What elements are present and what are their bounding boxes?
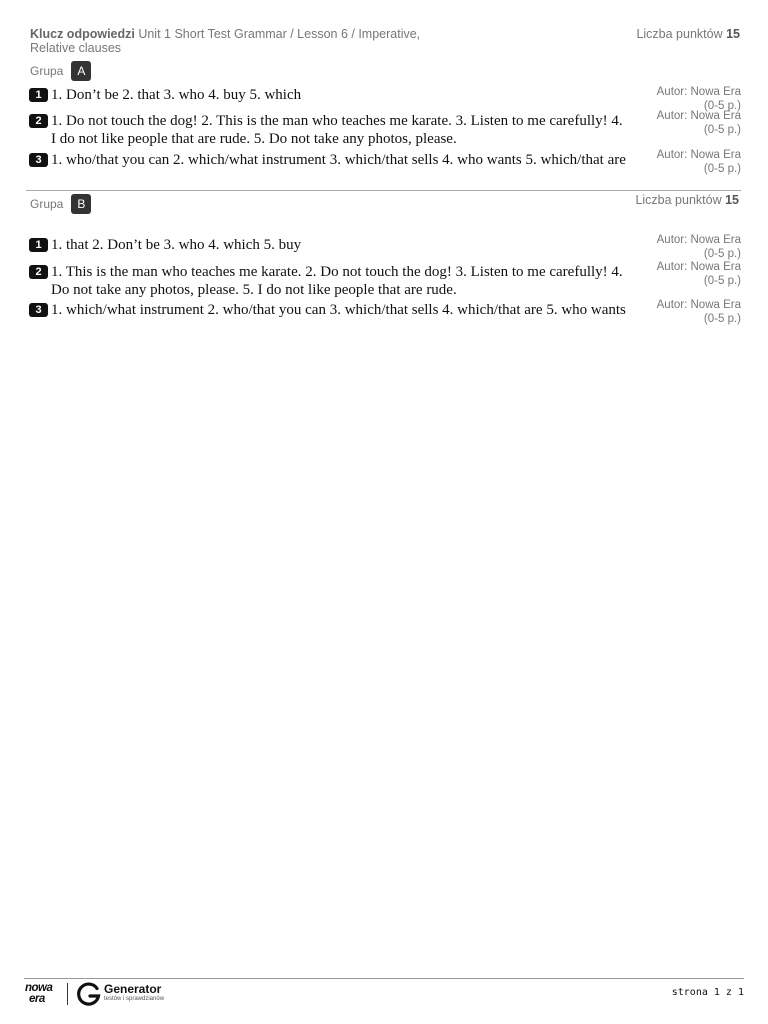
g-logo-icon (77, 982, 101, 1006)
answer-text: 1. who/that you can 2. which/what instrument 3. which/that sells 4. who wants 5. which/that are (51, 152, 626, 168)
question-meta (657, 299, 741, 326)
answer-text: 1. This is the man who teaches me karate. 2. Do not touch the dog! 3. Listen to me carefully! 4. Do not take any photos, please. 5. I do not like people that are rude. (51, 264, 623, 298)
points-label: Liczba punktów (635, 193, 722, 207)
group-label: Grupa (30, 197, 64, 211)
question-number: 3 (29, 153, 48, 167)
author: Autor: Nowa Era (656, 149, 741, 161)
question-number: 2 (29, 265, 48, 279)
score-range: (0-5 p.) (703, 247, 741, 260)
question-number: 1 (29, 238, 48, 252)
question-meta (657, 110, 741, 137)
answer-text: 1. that 2. Don’t be 3. who 4. which 5. buy (51, 237, 302, 253)
group-badge: A (71, 61, 91, 81)
score-range: (0-5 p.) (703, 312, 741, 325)
answer-text: 1. which/what instrument 2. who/that you can 3. which/that sells 4. which/that are 5. who wants (51, 302, 626, 318)
generator-subtitle: testów i sprawdzianów (104, 996, 165, 1002)
question-number: 1 (29, 88, 48, 102)
generator-logo-text: Generator (104, 982, 162, 996)
author: Autor: Nowa Era (656, 299, 741, 311)
group-label: Grupa (30, 64, 64, 78)
score-range: (0-5 p.) (703, 99, 741, 112)
page-number: strona 1 z 1 (671, 987, 744, 998)
group-b-points (635, 193, 739, 207)
total-points (636, 27, 740, 41)
points-label: Liczba punktów (636, 27, 723, 41)
score-range: (0-5 p.) (703, 274, 741, 287)
logo-separator (67, 983, 68, 1005)
author: Autor: Nowa Era (656, 234, 741, 246)
nowa-era-logo (25, 983, 59, 1007)
score-range: (0-5 p.) (703, 123, 741, 136)
group-badge: B (71, 194, 91, 214)
question-meta (657, 149, 741, 176)
points-value: 15 (725, 193, 739, 207)
score-range: (0-5 p.) (703, 162, 741, 175)
group-divider (26, 190, 741, 191)
answer-text: 1. Do not touch the dog! 2. This is the man who teaches me karate. 3. Listen to me carefully! 4. I do not like people that are rude. 5. Do not take any photos, please. (51, 113, 623, 147)
logo-line-1: nowa (25, 982, 53, 994)
answer-text: 1. Don’t be 2. that 3. who 4. buy 5. which (51, 87, 302, 103)
points-value: 15 (726, 27, 740, 41)
question-number: 3 (29, 303, 48, 317)
question-meta (657, 86, 741, 113)
group-b-header (30, 194, 91, 214)
document-title (30, 27, 450, 55)
title-rest: Unit 1 Short Test Grammar / Lesson 6 / Imperative, Relative clauses (30, 27, 421, 55)
logo-line-2: era (29, 993, 45, 1005)
question-meta (657, 261, 741, 288)
footer-divider (24, 978, 744, 979)
question-number: 2 (29, 114, 48, 128)
title-bold: Klucz odpowiedzi (30, 27, 135, 41)
question-meta (657, 234, 741, 261)
group-a-header (30, 61, 91, 81)
author: Autor: Nowa Era (656, 86, 741, 98)
author: Autor: Nowa Era (656, 261, 741, 273)
author: Autor: Nowa Era (656, 110, 741, 122)
